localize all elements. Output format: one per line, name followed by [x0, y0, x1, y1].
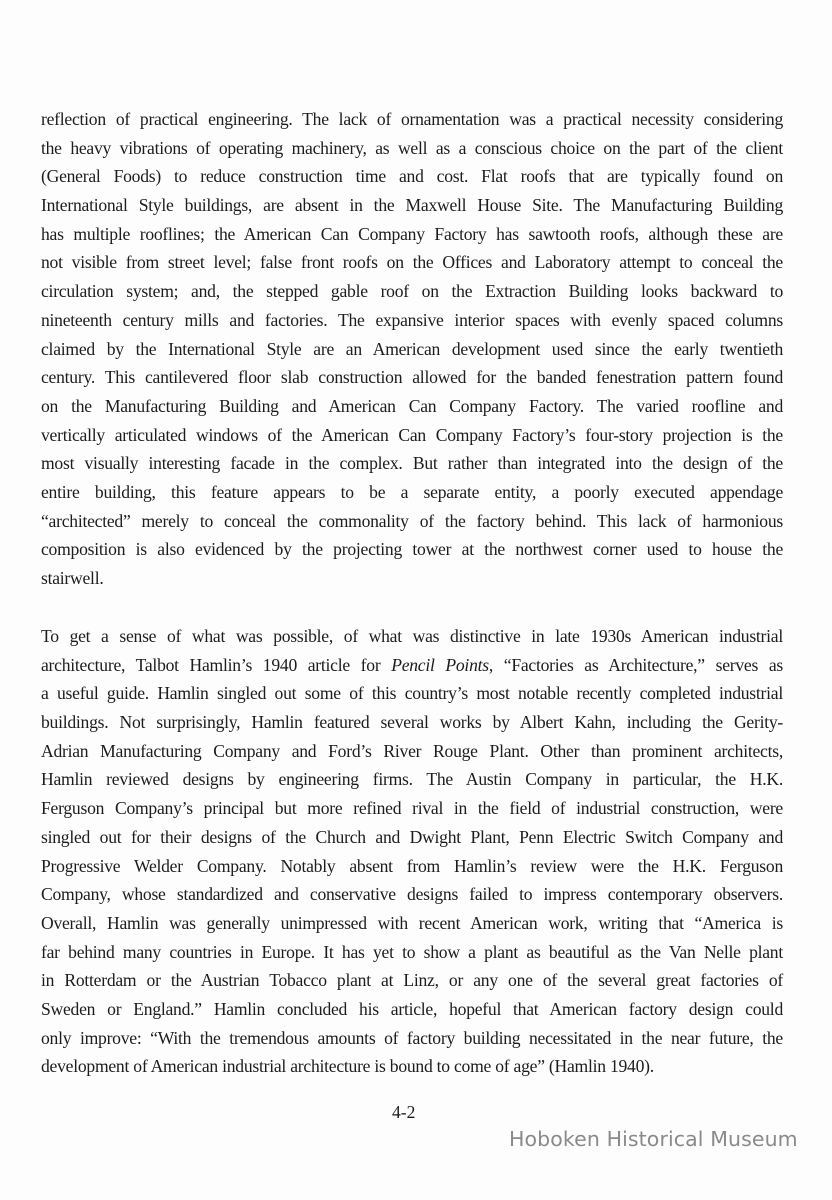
- text-line: reflection of practical engineering. The lack of ornamentation was a practical necessity considering: [41, 109, 783, 129]
- text-line: the heavy vibrations of operating machinery, as well as a conscious choice on the part of the client: [41, 137, 783, 158]
- text-line: far behind many countries in Europe. It has yet to show a plant as beautiful as the Van Nelle plant: [41, 941, 783, 962]
- text-line: buildings. Not surprisingly, Hamlin featured several works by Albert Kahn, including the Gerity-: [41, 712, 783, 733]
- text-line-with-citation: [41, 651, 783, 680]
- publication-title: Pencil Points: [391, 654, 489, 675]
- text-line: composition is also evidenced by the projecting tower at the northwest corner used to house the: [41, 539, 783, 560]
- text-line: Company, whose standardized and conservative designs failed to impress contemporary observers.: [41, 884, 783, 905]
- text-line: circulation system; and, the stepped gable roof on the Extraction Building looks backward to: [41, 281, 783, 302]
- text-line: claimed by the International Style are an American development used since the early twentieth: [41, 338, 783, 359]
- text-line: entire building, this feature appears to be a separate entity, a poorly executed appendage: [41, 481, 783, 502]
- text-line: Overall, Hamlin was generally unimpressed with recent American work, writing that “America is: [41, 912, 783, 933]
- text-segment: , “Factories as Architecture,” serves as: [488, 654, 783, 675]
- paragraph-1: [41, 105, 783, 593]
- text-line: To get a sense of what was possible, of what was distinctive in late 1930s American industrial: [41, 626, 783, 646]
- watermark: Hoboken Historical Museum: [509, 1127, 798, 1151]
- text-line: stairwell.: [41, 568, 104, 588]
- page-number: 4-2: [392, 1102, 416, 1122]
- text-line: a useful guide. Hamlin singled out some of this country’s most notable recently completed industrial: [41, 683, 783, 704]
- text-line: only improve: “With the tremendous amounts of factory building necessitated in the near future, the: [41, 1027, 783, 1048]
- text-line: most visually interesting facade in the complex. But rather than integrated into the design of the: [41, 453, 783, 474]
- text-segment: architecture, Talbot Hamlin’s 1940 article for: [41, 654, 392, 675]
- text-line: (General Foods) to reduce construction time and cost. Flat roofs that are typically found on: [41, 166, 783, 187]
- text-line: “architected” merely to conceal the commonality of the factory behind. This lack of harmonious: [41, 510, 783, 531]
- paragraph-2: [41, 622, 783, 1081]
- text-line: Sweden or England.” Hamlin concluded his article, hopeful that American factory design could: [41, 998, 783, 1019]
- text-line: Progressive Welder Company. Notably absent from Hamlin’s review were the H.K. Ferguson: [41, 855, 783, 876]
- text-line: International Style buildings, are absent in the Maxwell House Site. The Manufacturing Building: [41, 195, 783, 216]
- text-line: vertically articulated windows of the American Can Company Factory’s four-story projection is the: [41, 424, 783, 445]
- text-line: century. This cantilevered floor slab construction allowed for the banded fenestration pattern found: [41, 367, 783, 388]
- text-line: has multiple rooflines; the American Can Company Factory has sawtooth roofs, although these are: [41, 223, 783, 244]
- text-line: nineteenth century mills and factories. The expansive interior spaces with evenly spaced columns: [41, 309, 783, 330]
- text-line: in Rotterdam or the Austrian Tobacco plant at Linz, or any one of the several great factories of: [41, 970, 783, 991]
- text-line: not visible from street level; false front roofs on the Offices and Laboratory attempt to conceal the: [41, 252, 783, 273]
- text-line: Adrian Manufacturing Company and Ford’s River Rouge Plant. Other than prominent architects,: [41, 740, 783, 761]
- text-line: development of American industrial architecture is bound to come of age” (Hamlin 1940).: [41, 1056, 654, 1077]
- text-line: Ferguson Company’s principal but more refined rival in the field of industrial construction, were: [41, 798, 783, 819]
- text-line: singled out for their designs of the Church and Dwight Plant, Penn Electric Switch Company and: [41, 826, 783, 847]
- text-line: Hamlin reviewed designs by engineering firms. The Austin Company in particular, the H.K.: [41, 769, 783, 790]
- text-line: on the Manufacturing Building and American Can Company Factory. The varied roofline and: [41, 395, 783, 416]
